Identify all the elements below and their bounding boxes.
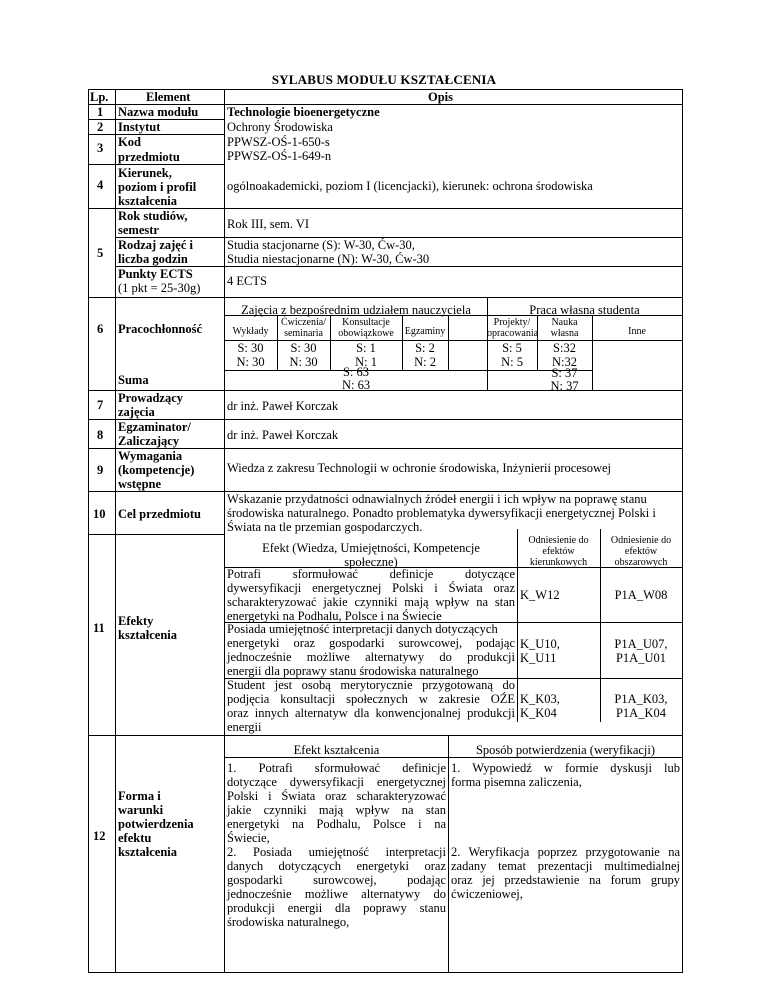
ref-area-header-2: efektów	[624, 546, 658, 557]
exercises-n: N: 30	[289, 355, 318, 369]
effect-1-line-1: Potrafi sformułować definicje dotyczące	[227, 567, 515, 581]
col-other-header: Inne	[628, 326, 646, 337]
form-label: Forma i	[118, 789, 161, 803]
verify-method-1b: forma pisemna zaliczenia,	[451, 775, 582, 789]
course-code-n: PPWSZ-OŚ-1-649-n	[227, 149, 332, 163]
col-projects-header: Projekty/	[493, 317, 531, 328]
requirements-label-2: (kompetencje)	[118, 463, 195, 477]
verify-effect-2: dotyczące dywersyfikacji energetycznej	[227, 775, 446, 789]
ref-course-header: Odniesienie do	[528, 535, 589, 546]
form-label-4: efektu	[118, 831, 152, 845]
verify-method-2: 2. Weryfikacja poprzez przygotowanie na	[451, 845, 680, 859]
selfstudy-n: N:32	[552, 355, 577, 369]
effect-1-area-ref: P1A_W08	[614, 588, 668, 602]
field-of-study: ogólnoakademicki, poziom I (licencjacki), kierunek: ochrona środowiska	[227, 179, 593, 193]
sum-self-s: S: 37	[551, 366, 578, 380]
row-12-number: 12	[93, 829, 106, 843]
verify-effect-10: jednocześnie możliwe alternatywy do	[227, 887, 446, 901]
examiner-value: dr inż. Paweł Korczak	[227, 428, 339, 442]
effect-2-course-ref: K_U10,	[520, 637, 560, 651]
form-label-5: kształcenia	[118, 845, 178, 859]
col-exams-header: Egzaminy	[404, 326, 446, 337]
exams-n: N: 2	[414, 355, 436, 369]
row-7-number: 7	[97, 398, 104, 412]
col-selfstudy-header: Nauka	[551, 317, 578, 328]
lecturer-value: dr inż. Paweł Korczak	[227, 399, 339, 413]
verify-effect-5: energetyki na Podhalu, Polsce i na	[227, 817, 446, 831]
row-9-number: 9	[97, 463, 104, 477]
consult-n: N: 1	[355, 355, 377, 369]
ects-label: Punkty ECTS	[118, 267, 193, 281]
class-type-label: Rodzaj zajęć i	[118, 238, 193, 252]
sum-label: Suma	[118, 373, 149, 387]
row-11-number: 11	[93, 621, 105, 635]
form-label-2: warunki	[118, 803, 164, 817]
year-label-2: semestr	[118, 223, 159, 237]
effect-3-line-1: Student jest osobą merytorycznie przygotowaną do	[227, 678, 515, 692]
row-5-number: 5	[97, 246, 104, 260]
row-3-label: Kod	[118, 135, 141, 149]
form-label-3: potwierdzenia	[118, 817, 194, 831]
effect-1-line-4: energetyki na Podhalu, Polsce i na Świecie	[227, 609, 442, 623]
effect-2-line-3: jednocześnie możliwe alternatywy do produkcji	[227, 650, 515, 664]
ref-area-header-3: obszarowych	[614, 557, 668, 568]
examiner-label-2: Zaliczający	[118, 434, 180, 448]
effect-3-line-3: oraz innych alternatyw dla konwencjonalnej produkcji	[227, 706, 515, 720]
year-value: Rok III, sem. VI	[227, 217, 310, 231]
examiner-label: Egzaminator/	[118, 420, 191, 434]
ref-area-header: Odniesienie do	[610, 535, 672, 546]
verify-method-2b: zadany temat prezentacji multimedialnej	[451, 859, 680, 873]
lecturer-label-2: zajęcia	[118, 405, 155, 419]
ects-value: 4 ECTS	[227, 274, 267, 288]
objective-label: Cel przedmiotu	[118, 507, 201, 521]
row-4-label-2: poziom i profil	[118, 180, 197, 194]
effect-2-line-4: energii dla poprawy stanu środowiska naturalnego	[227, 664, 479, 678]
sum-teacher-s: S: 63	[342, 365, 370, 379]
effect-1-course-ref: K_W12	[520, 588, 560, 602]
hours-full-time: Studia stacjonarne (S): W-30, Ćw-30,	[227, 238, 415, 252]
lectures-s: S: 30	[237, 341, 264, 355]
institute-value: Ochrony Środowiska	[227, 120, 333, 134]
col-consult-header-2: obowiązkowe	[338, 328, 394, 339]
header-element: Element	[146, 90, 191, 104]
year-label: Rok studiów,	[118, 209, 188, 223]
requirements-label: Wymagania	[118, 449, 183, 463]
verify-method-1: 1. Wypowiedź w formie dyskusji lub	[451, 761, 680, 775]
requirements-value: Wiedza z zakresu Technologii w ochronie środowiska, Inżynierii procesowej	[227, 461, 612, 475]
verify-effect-12: środowiska naturalnego,	[227, 915, 350, 929]
col-selfstudy-header-2: własna	[550, 328, 579, 339]
course-code-s: PPWSZ-OŚ-1-650-s	[227, 135, 330, 149]
class-type-label-2: liczba godzin	[118, 252, 188, 266]
verify-effect-8: danych dotyczących energetyki oraz	[227, 859, 446, 873]
effect-1-line-3: scharakteryzować jakie czynniki mają wpływ na stan	[227, 595, 515, 609]
sum-teacher-n: N: 63	[341, 378, 371, 392]
sum-self-n: N: 37	[550, 379, 579, 393]
verify-effect-1: 1. Potrafi sformułować definicje	[227, 761, 446, 775]
effect-3-course-ref: K_K03,	[520, 692, 560, 706]
workload-group-self: Praca własna studenta	[529, 303, 640, 317]
effect-3-line-2: podjęcia konsultacji społecznych w zakresie OŹE	[227, 692, 515, 706]
hours-part-time: Studia niestacjonarne (N): W-30, Ćw-30	[227, 252, 430, 266]
workload-group-teacher: Zajęcia z bezpośrednim udziałem nauczyciela	[241, 303, 471, 317]
effect-2-line-2: energetyki oraz gospodarki surowcowej, podając	[227, 636, 515, 650]
row-4-number: 4	[97, 178, 104, 192]
effect-1-line-2: dywersyfikacji energetycznej Polski i Świata oraz	[227, 581, 515, 595]
effect-2-area-ref-2: P1A_U01	[615, 651, 666, 665]
row-1-label: Nazwa modułu	[118, 105, 199, 119]
verify-header-effect: Efekt kształcenia	[293, 743, 380, 757]
row-3-number: 3	[97, 141, 104, 155]
objective-line-3: Świata na tle przemian gospodarczych.	[227, 520, 423, 534]
exercises-s: S: 30	[290, 341, 317, 355]
effects-header: Efekt (Wiedza, Umiejętności, Kompetencje	[262, 541, 480, 555]
lecturer-label: Prowadzący	[118, 391, 184, 405]
col-consult-header: Konsultacje	[342, 317, 390, 328]
module-name: Technologie bioenergetyczne	[227, 105, 380, 119]
row-3-label-2: przedmiotu	[118, 150, 180, 164]
requirements-label-3: wstępne	[118, 477, 162, 491]
syllabus-table	[88, 89, 683, 973]
effects-label: Efekty	[118, 614, 154, 628]
effect-2-course-ref-2: K_U11	[520, 651, 557, 665]
effect-3-line-4: energii	[227, 720, 262, 734]
document-title: SYLABUS MODUŁU KSZTAŁCENIA	[271, 72, 497, 87]
header-opis: Opis	[428, 90, 454, 104]
effects-header-2: społeczne)	[344, 555, 398, 569]
row-8-number: 8	[97, 428, 104, 442]
verify-effect-4: jakie czynniki mają wpływ na stan	[227, 803, 446, 817]
col-exercises-header: Ćwiczenia/	[281, 317, 326, 328]
ref-course-header-2: efektów	[542, 546, 575, 557]
verify-effect-6: Świecie,	[227, 831, 270, 845]
verify-effect-9: gospodarki surowcowej, podając	[227, 873, 446, 887]
col-lectures-header: Wykłady	[232, 326, 269, 337]
row-2-number: 2	[97, 120, 104, 134]
effect-3-area-ref: P1A_K03,	[614, 692, 668, 706]
col-projects-header-2: opracowania	[487, 328, 539, 339]
workload-label: Pracochłonność	[118, 322, 203, 336]
verify-header-method: Sposób potwierdzenia (weryfikacji)	[475, 743, 656, 757]
ects-label-2: (1 pkt = 25-30g)	[118, 281, 201, 295]
effect-2-area-ref: P1A_U07,	[614, 637, 668, 651]
effect-3-course-ref-2: K_K04	[520, 706, 557, 720]
lectures-n: N: 30	[236, 355, 265, 369]
row-10-number: 10	[93, 507, 106, 521]
col-exercises-header-2: seminaria	[284, 328, 323, 339]
projects-n: N: 5	[501, 355, 523, 369]
verify-effect-7: 2. Posiada umiejętność interpretacji	[227, 845, 446, 859]
effect-2-line-1: Posiada umiejętność interpretacji danych dotyczących	[227, 622, 498, 636]
row-2-label: Instytut	[118, 120, 161, 134]
ref-course-header-3: kierunkowych	[529, 557, 588, 568]
verify-effect-3: Polski i Świata oraz scharakteryzować	[227, 789, 446, 803]
effects-label-2: kształcenia	[118, 628, 178, 642]
consult-s: S: 1	[356, 341, 376, 355]
projects-s: S: 5	[502, 341, 522, 355]
objective-line-2: środowiska naturalnego. Ponadto problematyka dywersyfikacji energetycznej Polski i	[227, 506, 656, 520]
exams-s: S: 2	[415, 341, 435, 355]
row-1-number: 1	[97, 105, 104, 119]
row-4-label-3: kształcenia	[118, 194, 178, 208]
row-4-label: Kierunek,	[118, 166, 172, 180]
selfstudy-s: S:32	[553, 341, 576, 355]
objective-line-1: Wskazanie przydatności odnawialnych źródeł energii i ich wpływ na poprawę stanu	[227, 492, 647, 506]
verify-method-2d: ćwiczeniowej,	[451, 887, 523, 901]
row-6-number: 6	[97, 322, 104, 336]
verify-method-2c: oraz jej przedstawienie na forum grupy	[451, 873, 680, 887]
verify-effect-11: produkcji energii dla poprawy stanu	[227, 901, 446, 915]
header-lp: Lp.	[90, 90, 109, 104]
effect-3-area-ref-2: P1A_K04	[615, 706, 666, 720]
